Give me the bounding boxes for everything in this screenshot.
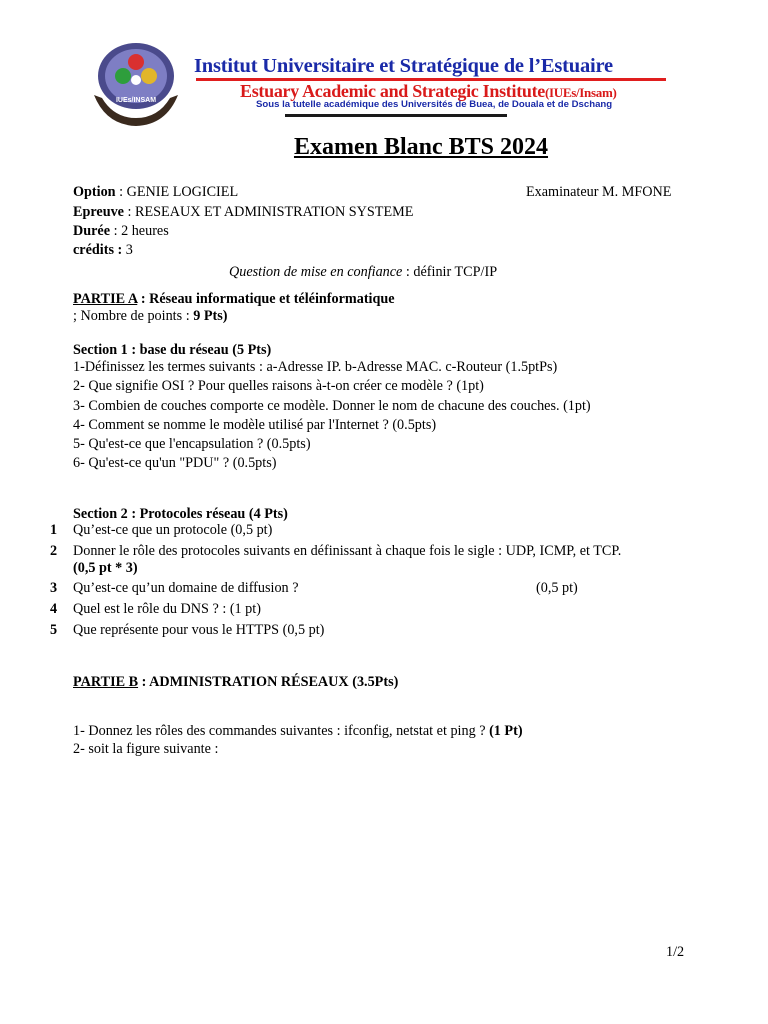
section-2-item: Que représente pour vous le HTTPS (0,5 pt)	[73, 622, 325, 638]
section-2-item: Qu’est-ce que un protocole (0,5 pt)	[73, 522, 273, 538]
institute-title-en: Estuary Academic and Strategic Institute(IUEs/Insam)	[240, 81, 617, 101]
section-1-item: 4- Comment se nomme le modèle utilisé par l'Internet ? (0.5pts)	[73, 417, 437, 433]
section-2-item-points: (0,5 pt * 3)	[73, 560, 138, 576]
duree-line: Durée : 2 heures	[73, 223, 169, 239]
section-1-item: 2- Que signifie OSI ? Pour quelles raisons à-t-on créer ce modèle ? (1pt)	[73, 378, 484, 394]
option-line: Option : GENIE LOGICIEL	[73, 184, 239, 200]
epreuve-line: Epreuve : RESEAUX ET ADMINISTRATION SYSTEME	[73, 204, 414, 220]
exam-title: Examen Blanc BTS 2024	[293, 134, 549, 160]
section-2-title: Section 2 : Protocoles réseau (4 Pts)	[73, 506, 288, 522]
item-number: 3	[50, 580, 58, 596]
institute-logo	[86, 40, 186, 130]
institute-tutelle: Sous la tutelle académique des Universités de Buea, de Douala et de Dschang	[256, 99, 613, 110]
item-number: 1	[50, 522, 58, 538]
section-1-title: Section 1 : base du réseau (5 Pts)	[73, 342, 272, 358]
institute-tag: (IUEs/Insam)	[544, 85, 617, 100]
section-1-item: 6- Qu'est-ce qu'un "PDU" ? (0.5pts)	[73, 455, 277, 471]
examiner: Examinateur M. MFONE	[526, 184, 672, 200]
confidence-question: Question de mise en confiance : définir TCP/IP	[229, 264, 498, 280]
section-1-item: 5- Qu'est-ce que l'encapsulation ? (0.5pts)	[73, 436, 311, 452]
partie-b-item: 1- Donnez les rôles des commandes suivantes : ifconfig, netstat et ping ? (1 Pt)	[73, 723, 523, 739]
page-number: 1/2	[666, 944, 685, 960]
header-black-rule	[285, 114, 507, 117]
partie-a-points: ; Nombre de points : 9 Pts)	[73, 308, 228, 324]
partie-b-heading: PARTIE B : ADMINISTRATION RÉSEAUX (3.5Pts)	[73, 674, 399, 690]
item-number: 2	[50, 543, 58, 559]
section-2-item: Quel est le rôle du DNS ? : (1 pt)	[73, 601, 261, 617]
credits-line: crédits : 3	[73, 242, 133, 258]
logo-text: IUEs/INSAM	[115, 97, 157, 104]
item-number: 4	[50, 601, 58, 617]
section-2-item: Qu’est-ce qu’un domaine de diffusion ?	[73, 580, 299, 596]
section-2-item: Donner le rôle des protocoles suivants en définissant à chaque fois le sigle : UDP, ICMP, et TCP.	[73, 543, 622, 559]
section-2-item-points: (0,5 pt)	[536, 580, 578, 596]
partie-b-item: 2- soit la figure suivante :	[73, 741, 219, 757]
item-number: 5	[50, 622, 58, 638]
partie-a-heading: PARTIE A : Réseau informatique et téléinformatique	[73, 291, 395, 307]
institute-title-fr: Institut Universitaire et Stratégique de l’Estuaire	[194, 55, 613, 77]
section-1-item: 3- Combien de couches comporte ce modèle. Donner le nom de chacune des couches. (1pt)	[73, 398, 591, 414]
section-1-item: 1-Définissez les termes suivants : a-Adresse IP. b-Adresse MAC. c-Routeur (1.5ptPs)	[73, 359, 558, 375]
